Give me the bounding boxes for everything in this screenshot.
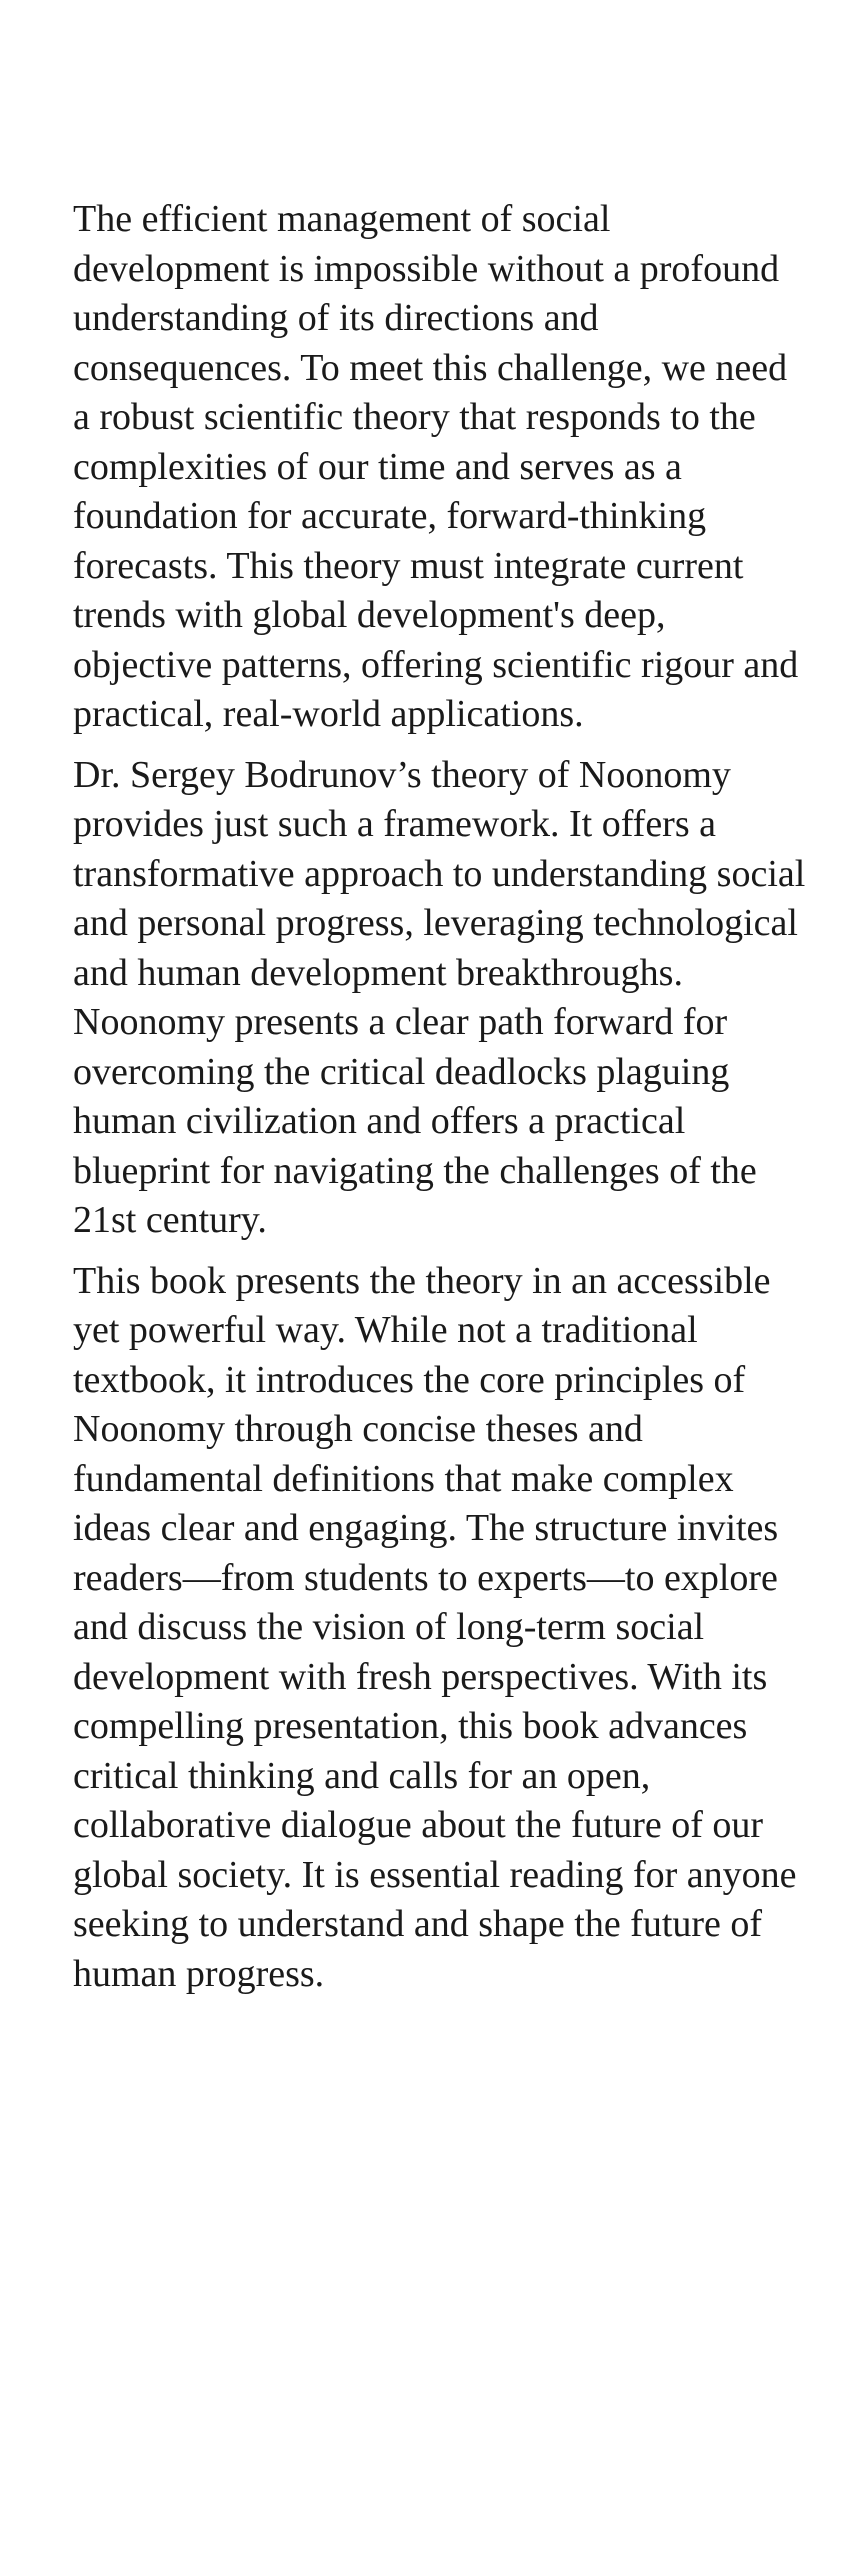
paragraph-intro: The efficient management of social development is impossible without a profound understanding of its directions and consequences. To meet this challenge, we need a robust scientific theory that responds to the complexities of our time and serves as a foundation for accurate, forward-thinking forecasts. This theory must integrate current trends with global development's deep, objective patterns, offering scientific rigour and practical, real-world applications.	[73, 198, 799, 735]
blurb-text	[73, 195, 808, 2010]
paragraph-book: This book presents the theory in an accessible yet powerful way. While not a traditional textbook, it introduces the core principles of Noonomy through concise theses and fundamental definitions that make complex ideas clear and engaging. The structure invites readers—from students to experts—to explore and discuss the vision of long-term social development with fresh perspectives. With its compelling presentation, this book advances critical thinking and calls for an open, collaborative dialogue about the future of our global society. It is essential reading for anyone seeking to understand and shape the future of human progress.	[73, 1259, 797, 1995]
paragraph-noonomy: Dr. Sergey Bodrunov’s theory of Noonomy provides just such a framework. It offers a transformative approach to understanding social and personal progress, leveraging technological and human development breakthroughs. Noonomy presents a clear path forward for overcoming the critical deadlocks plaguing human civilization and offers a practical blueprint for navigating the challenges of the 21st century.	[73, 753, 806, 1241]
